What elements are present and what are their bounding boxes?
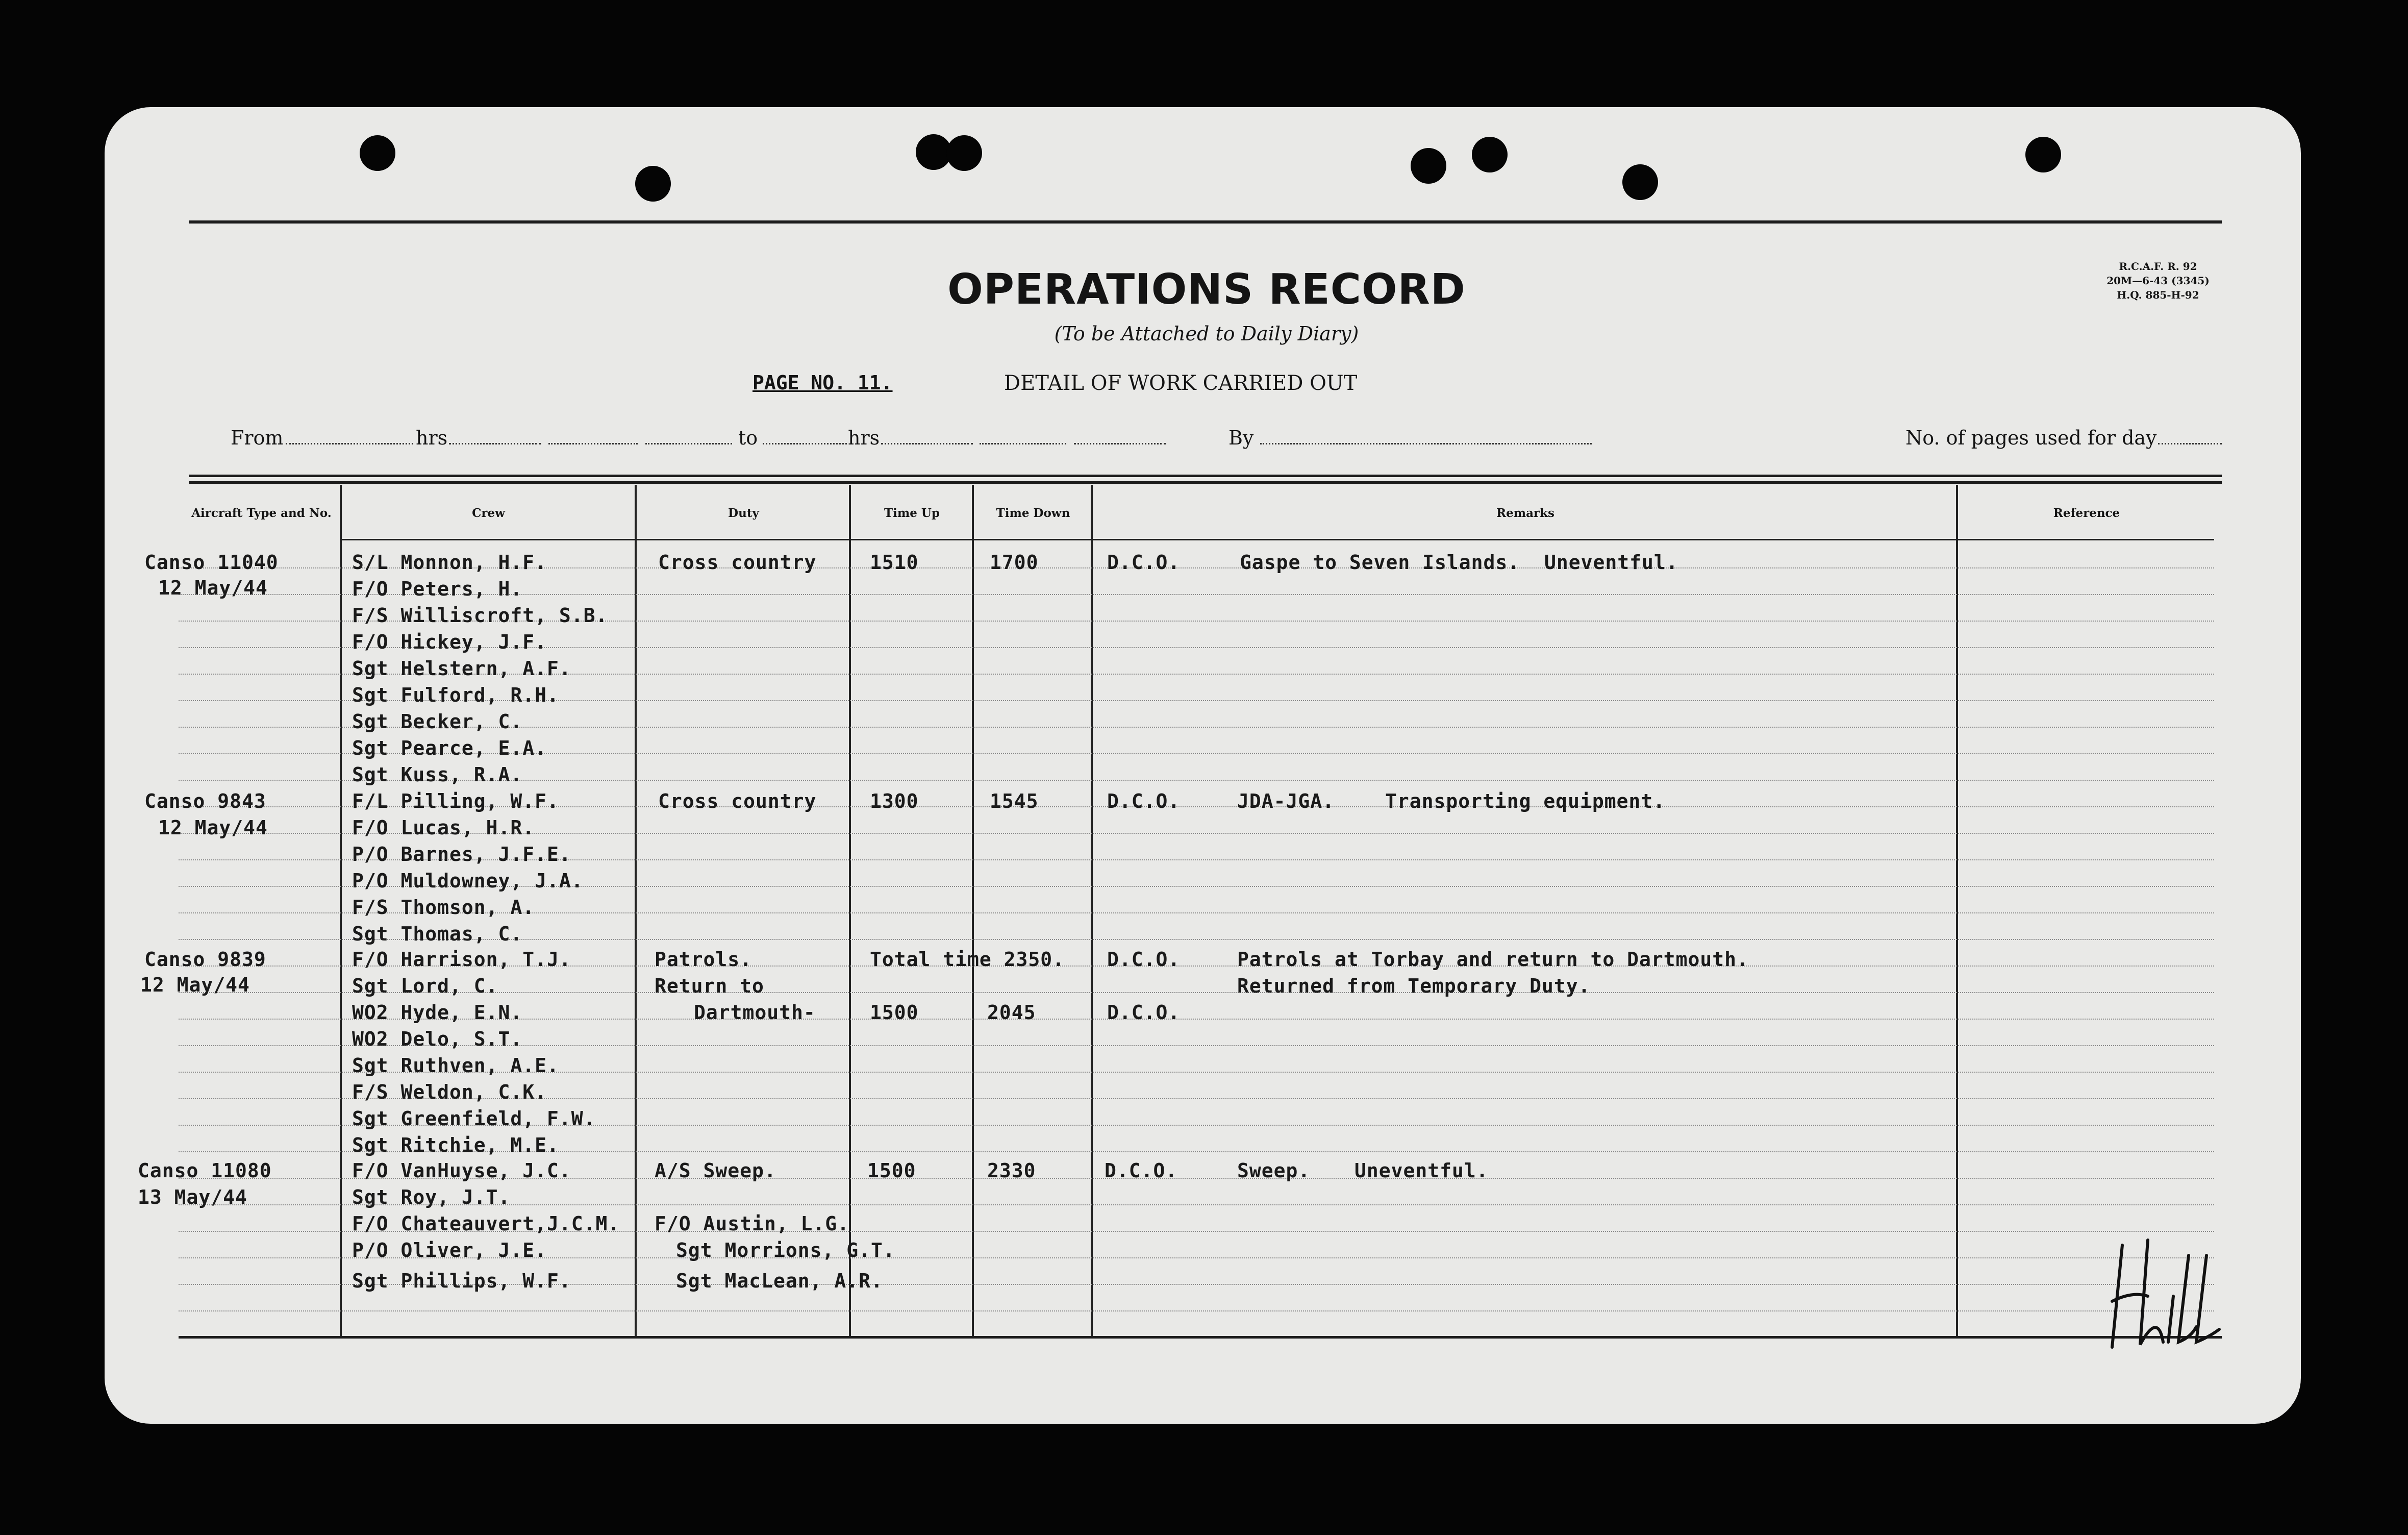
ruled-line [179, 1310, 2214, 1311]
punch-hole [1411, 148, 1446, 184]
crew-member: Sgt Ritchie, M.E. [352, 1134, 559, 1156]
remark-authority: D.C.O. [1107, 948, 1181, 971]
blank [645, 443, 732, 444]
remark-authority: D.C.O. [1107, 1001, 1181, 1024]
crew-member: F/O Lucas, H.R. [352, 816, 535, 839]
column-divider [340, 485, 342, 1337]
crew-member: Sgt Greenfield, F.W. [352, 1107, 596, 1130]
to-label: to [738, 427, 758, 449]
hrs-label: hrs [416, 427, 448, 449]
crew-member: F/O Hickey, J.F. [352, 631, 547, 653]
remark-text: Returned from Temporary Duty. [1237, 975, 1591, 997]
header-rule [342, 539, 2214, 540]
pages-used-label: No. of pages used for day [1905, 427, 2157, 449]
by-label: By [1228, 427, 1254, 449]
crew-member: Sgt Helstern, A.F. [352, 657, 571, 680]
crew-member: Sgt Thomas, C. [352, 923, 523, 945]
remark-route: JDA-JGA. [1237, 790, 1335, 812]
crew-member: Sgt Becker, C. [352, 710, 523, 733]
crew-member: WO2 Hyde, E.N. [352, 1001, 523, 1024]
table-top-rule [189, 481, 2222, 484]
duty: Dartmouth- [694, 1001, 816, 1024]
remark-text: Gaspe to Seven Islands. Uneventful. [1240, 551, 1678, 574]
crew-member: F/O Austin, L.G. [655, 1212, 850, 1235]
crew-member: Sgt Roy, J.T. [352, 1186, 511, 1208]
duty: Patrols. [655, 948, 752, 971]
blank [980, 443, 1066, 444]
crew-member: Sgt Phillips, W.F. [352, 1270, 571, 1292]
crew-member: Sgt Lord, C. [352, 975, 498, 997]
crew-member: F/L Pilling, W.F. [352, 790, 559, 812]
time-down: 1545 [990, 790, 1039, 812]
remark-text: Sweep. [1237, 1159, 1311, 1182]
punch-hole [360, 135, 395, 171]
aircraft-label: Canso 9839 [144, 948, 266, 971]
time-down: 1700 [990, 551, 1039, 574]
blank [548, 443, 638, 444]
blank [449, 443, 541, 444]
handwritten-initials [2102, 1235, 2265, 1357]
to-blank [763, 443, 847, 444]
entry-date: 12 May/44 [140, 974, 250, 996]
col-duty: Duty [728, 506, 759, 520]
crew-member: Sgt Morrions, G.T. [676, 1239, 895, 1261]
col-reference: Reference [2053, 506, 2120, 520]
from-blank [286, 443, 413, 444]
crew-member: F/O Chateauvert,J.C.M. [352, 1212, 620, 1235]
form-ref-line: R.C.A.F. R. 92 [2119, 260, 2197, 273]
crew-member: WO2 Delo, S.T. [352, 1028, 523, 1050]
duty: A/S Sweep. [655, 1159, 776, 1182]
column-divider [635, 485, 637, 1337]
entry-date: 12 May/44 [158, 577, 268, 599]
crew-member: Sgt MacLean, A.R. [676, 1270, 883, 1292]
crew-member: F/S Weldon, C.K. [352, 1081, 547, 1103]
aircraft-label: Canso 11040 [144, 551, 279, 574]
blank [1074, 443, 1166, 444]
form-ref-line: H.Q. 885-H-92 [2117, 289, 2199, 301]
time-up: 1500 [867, 1159, 916, 1182]
col-aircraft: Aircraft Type and No. [191, 506, 332, 520]
crew-member: F/O VanHuyse, J.C. [352, 1159, 571, 1182]
top-rule [189, 220, 2222, 224]
crew-member: F/S Thomson, A. [352, 896, 535, 919]
crew-member: Sgt Ruthven, A.E. [352, 1054, 559, 1077]
table-top-rule [189, 475, 2222, 477]
crew-member: Sgt Pearce, E.A. [352, 737, 547, 759]
remark-text: Uneventful. [1354, 1159, 1489, 1182]
entry-date: 12 May/44 [158, 816, 268, 839]
hrs-label: hrs [848, 427, 880, 449]
crew-member: F/S Williscroft, S.B. [352, 604, 608, 627]
crew-member: Sgt Fulford, R.H. [352, 684, 559, 706]
crew-member: F/O Peters, H. [352, 578, 523, 600]
column-divider [1956, 485, 1958, 1337]
duty: Cross country [658, 551, 817, 574]
duty: Cross country [658, 790, 817, 812]
page-subtitle: (To be Attached to Daily Diary) [1054, 323, 1359, 345]
punch-hole [1472, 137, 1508, 172]
aircraft-label: Canso 11080 [138, 1159, 272, 1182]
punch-hole [946, 135, 982, 171]
aircraft-label: Canso 9843 [144, 790, 266, 812]
crew-member: S/L Monnon, H.F. [352, 551, 547, 574]
punch-hole [635, 166, 671, 202]
form-reference [2087, 259, 2229, 302]
total-time: Total time 2350. [870, 948, 1065, 971]
entry-date: 13 May/44 [138, 1186, 247, 1208]
page-title: OPERATIONS RECORD [947, 265, 1466, 314]
blank [881, 443, 973, 444]
time-up: 1510 [870, 551, 919, 574]
by-blank [1260, 443, 1592, 444]
punch-hole [1622, 164, 1658, 200]
bottom-rule [179, 1336, 2222, 1339]
form-ref-line: 20M—6-43 (3345) [2106, 275, 2210, 287]
punch-hole [2025, 137, 2061, 172]
duty: Return to [655, 975, 764, 997]
crew-member: P/O Muldowney, J.A. [352, 870, 584, 892]
crew-member: F/O Harrison, T.J. [352, 948, 571, 971]
col-crew: Crew [472, 506, 505, 520]
crew-member: P/O Barnes, J.F.E. [352, 843, 571, 865]
remark-text: Patrols at Torbay and return to Dartmouth. [1237, 948, 1749, 971]
crew-member: Sgt Kuss, R.A. [352, 763, 523, 786]
crew-member: P/O Oliver, J.E. [352, 1239, 547, 1261]
time-up: 1500 [870, 1001, 919, 1024]
from-label: From [231, 427, 284, 449]
column-divider [1091, 485, 1093, 1337]
time-down: 2330 [987, 1159, 1036, 1182]
remark-authority: D.C.O. [1107, 551, 1181, 574]
column-divider [972, 485, 974, 1337]
page-number: PAGE NO. 11. [752, 372, 893, 394]
time-up: 1300 [870, 790, 919, 812]
remark-authority: D.C.O. [1105, 1159, 1178, 1182]
remark-authority: D.C.O. [1107, 790, 1181, 812]
column-divider [849, 485, 851, 1337]
pages-used-blank [2158, 443, 2222, 444]
col-time-up: Time Up [884, 506, 940, 520]
time-down: 2045 [987, 1001, 1036, 1024]
remark-text: Transporting equipment. [1385, 790, 1666, 812]
detail-heading: DETAIL OF WORK CARRIED OUT [1004, 372, 1358, 395]
col-time-down: Time Down [996, 506, 1070, 520]
col-remarks: Remarks [1496, 506, 1554, 520]
